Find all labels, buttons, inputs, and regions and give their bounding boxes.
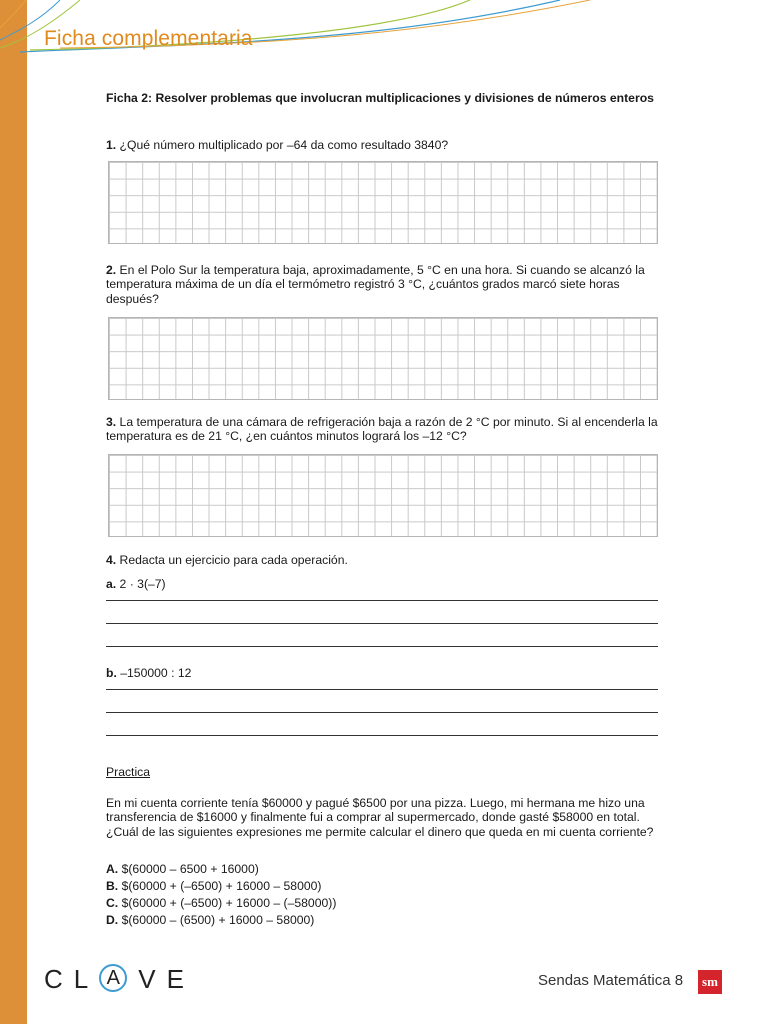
option-a-text: $(60000 – 6500 + 16000)	[118, 862, 259, 876]
answer-line[interactable]	[106, 712, 658, 713]
left-orange-bar	[0, 0, 27, 1024]
option-d-text: $(60000 – (6500) + 16000 – 58000)	[118, 913, 315, 927]
option-a-label: A.	[106, 862, 119, 876]
question-4a-text: 2 · 3(–7)	[116, 577, 166, 591]
question-2-number: 2.	[106, 263, 117, 277]
logo-letter: L	[73, 963, 100, 994]
answer-grid-2[interactable]	[108, 317, 658, 400]
practice-text: En mi cuenta corriente tenía $60000 y pagué $6500 por una pizza. Luego, mi hermana me hizo una transferencia de $16000 y finalmente fui a comprar al supermercado, donde gasté $58000 en total. ¿Cuál de las siguientes expresiones me permite calcular el dinero que queda en mi cuenta corriente?	[106, 796, 654, 839]
question-1	[106, 138, 662, 152]
answer-line[interactable]	[106, 646, 658, 647]
question-2	[106, 263, 662, 306]
clave-logo	[44, 963, 195, 995]
answer-grid-1[interactable]	[108, 161, 658, 244]
option-b-text: $(60000 + (–6500) + 16000 – 58000)	[118, 879, 322, 893]
question-3-text: La temperatura de una cámara de refrigeración baja a razón de 2 °C por minuto. Si al encenderla la temperatura es de 21 °C, ¿en cuántos minutos logrará los –12 °C?	[106, 415, 658, 444]
answer-grid-3[interactable]	[108, 454, 658, 537]
question-1-number: 1.	[106, 138, 117, 152]
publisher-logo: sm	[698, 970, 722, 994]
option-d[interactable]	[106, 913, 314, 927]
question-4a	[106, 577, 662, 591]
header-title: Ficha complementaria	[44, 27, 253, 50]
option-c[interactable]	[106, 896, 336, 910]
question-2-text: En el Polo Sur la temperatura baja, aproximadamente, 5 °C en una hora. Si cuando se alcanzó la temperatura máxima de un día el termómetro registró 3 °C, ¿cuántos grados marcó siete horas después?	[106, 263, 645, 306]
logo-letter: V	[138, 963, 167, 994]
answer-line[interactable]	[106, 623, 658, 624]
question-4	[106, 553, 662, 567]
logo-letter: C	[44, 963, 74, 994]
question-4-text: Redacta un ejercicio para cada operación.	[116, 553, 348, 567]
question-4-number: 4.	[106, 553, 117, 567]
question-3	[106, 415, 662, 444]
option-c-label: C.	[106, 896, 119, 910]
option-c-text: $(60000 + (–6500) + 16000 – (–58000))	[118, 896, 337, 910]
book-title: Sendas Matemática 8	[538, 972, 684, 989]
logo-letter: E	[166, 963, 195, 994]
answer-line[interactable]	[106, 600, 658, 601]
logo-circle-a: A	[99, 964, 127, 992]
question-4b	[106, 666, 662, 680]
question-3-number: 3.	[106, 415, 117, 429]
practice-heading: Practica	[106, 765, 151, 779]
option-a[interactable]	[106, 862, 259, 876]
question-4a-label: a.	[106, 577, 117, 591]
answer-line[interactable]	[106, 735, 658, 736]
question-4b-text: –150000 : 12	[116, 666, 192, 680]
worksheet-title: Ficha 2: Resolver problemas que involucran multiplicaciones y divisiones de números enteros	[106, 91, 654, 105]
option-b[interactable]	[106, 879, 321, 893]
answer-line[interactable]	[106, 689, 658, 690]
option-d-label: D.	[106, 913, 119, 927]
option-b-label: B.	[106, 879, 119, 893]
question-4b-label: b.	[106, 666, 117, 680]
question-1-text: ¿Qué número multiplicado por –64 da como resultado 3840?	[116, 138, 449, 152]
